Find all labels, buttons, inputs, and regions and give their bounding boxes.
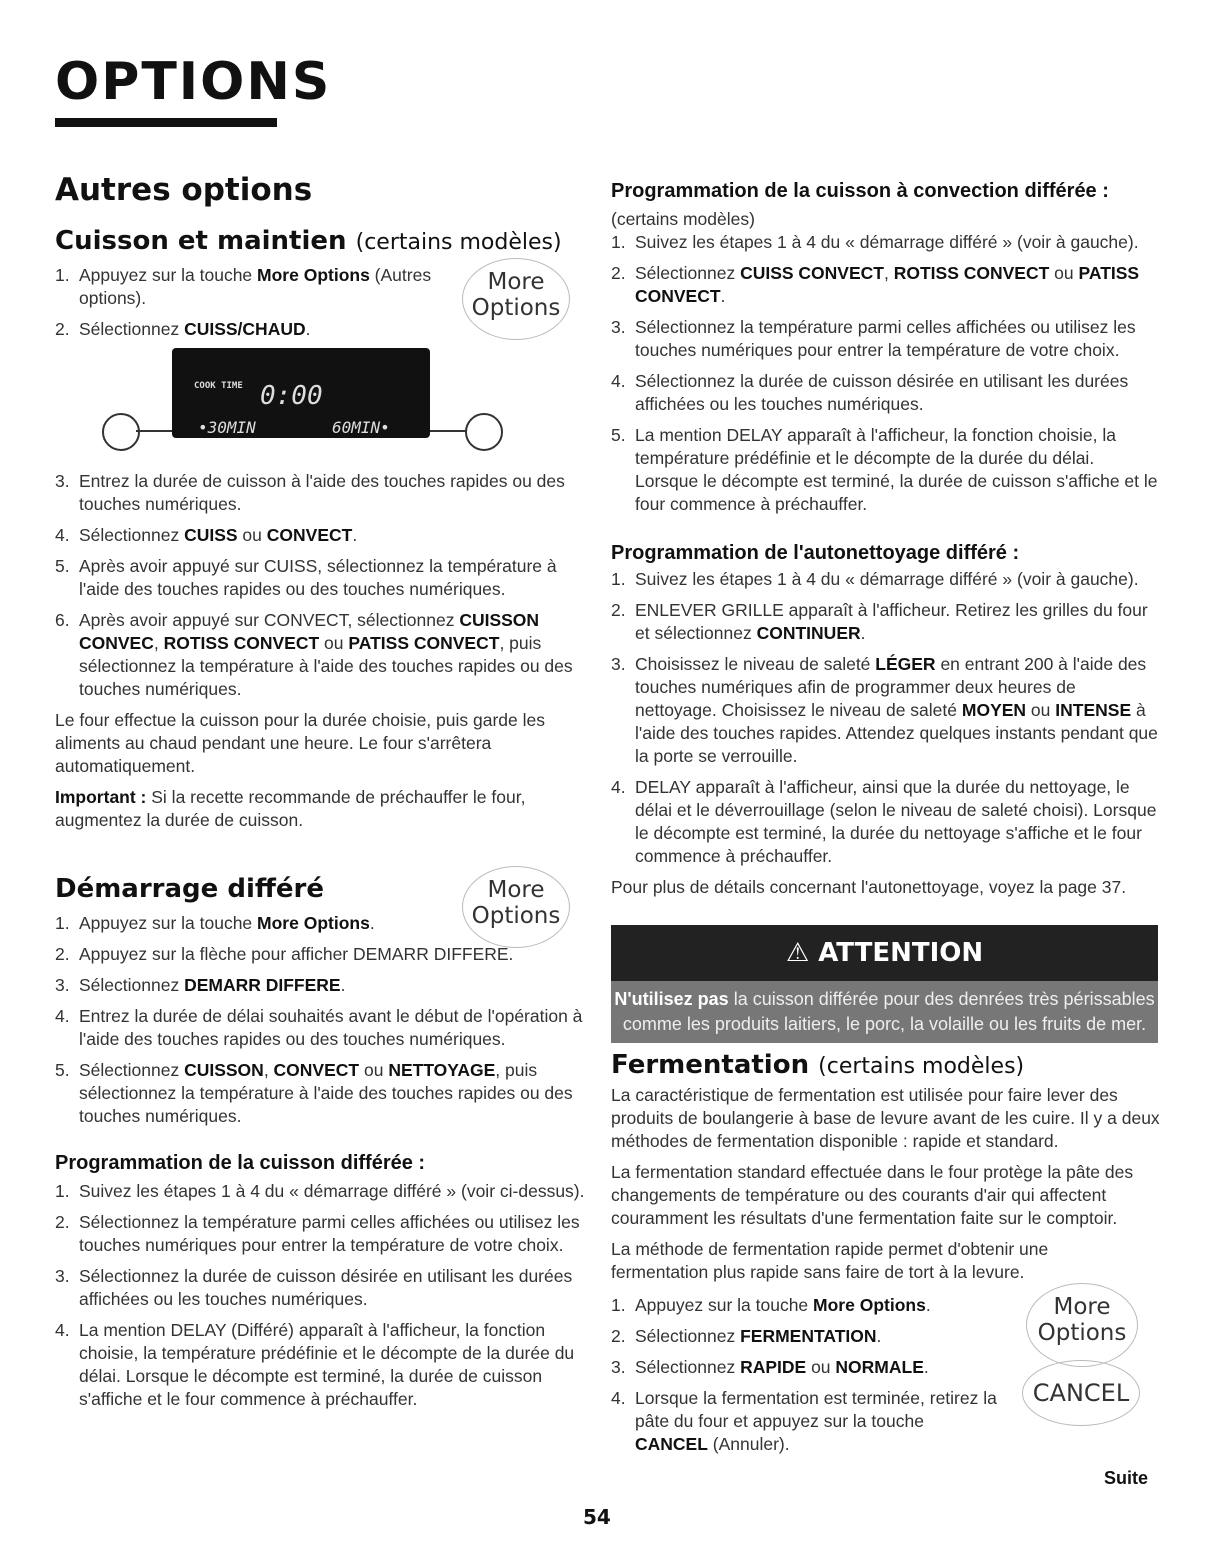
prog-autonettoyage-block (611, 568, 1161, 899)
page-number: 54 (583, 1505, 611, 1529)
display-option-right: 60MIN• (332, 418, 390, 437)
right-knob-icon (465, 413, 503, 451)
list-item: 2. Sélectionnez la température parmi celles affichées ou utilisez les touches numériques pour entrer la température de votre choix. (55, 1212, 580, 1255)
prog-cuisson-steps (55, 1180, 585, 1419)
important-note: Important : Si la recette recommande de préchauffer le four, augmentez la durée de cuisson. (55, 787, 526, 830)
connector-line (430, 430, 466, 432)
connector-line (136, 430, 176, 432)
step-number: 1. (55, 265, 70, 285)
page-section-title: OPTIONS (55, 52, 332, 112)
fermentation-steps (611, 1294, 1001, 1464)
list-item: 2. Sélectionnez CUISS CONVECT, ROTISS CONVECT ou PATISS CONVECT. (611, 263, 1140, 306)
list-item: 2. Sélectionnez CUISS/CHAUD. (55, 319, 311, 339)
display-option-left: •30MIN (198, 418, 256, 437)
list-item: 4. Lorsque la fermentation est terminée, retirez la pâte du four et appuyez sur la touche CANCEL (Annuler). (611, 1388, 997, 1454)
list-item: 3. Entrez la durée de cuisson à l'aide des touches rapides ou des touches numériques. (55, 471, 565, 514)
cuisson-maintien-paragraph: Le four effectue la cuisson pour la durée choisie, puis garde les aliments au chaud pendant une heure. Le four s'arrêtera automatiquement. (55, 710, 545, 776)
attention-banner (611, 925, 1158, 981)
list-item: 3. Sélectionnez la durée de cuisson désirée en utilisant les durées affichées ou les touches numériques. (55, 1266, 573, 1309)
fermentation-heading (611, 1050, 1024, 1080)
autres-options-heading: Autres options (55, 172, 313, 208)
more-options-button[interactable]: More Options (1026, 1283, 1138, 1367)
fermentation-para-1: La caractéristique de fermentation est utilisée pour faire lever des produits de boulangerie à base de levure avant de les cuire. Il y a deux méthodes de fermentation disponible : rapide et standard. (611, 1085, 1160, 1151)
fermentation-title: Fermentation (611, 1050, 810, 1080)
fermentation-subtitle: (certains modèles) (818, 1054, 1025, 1079)
list-item: 4. La mention DELAY (Différé) apparaît à l'afficheur, la fonction choisie, la température prédéfinie et le décompte de la durée du délai. Lorsque le décompte est terminé, la durée de cuisson s'affiche et le four commence à préchauffer. (55, 1320, 575, 1409)
cuisson-maintien-steps-3-6 (55, 470, 585, 832)
cuisson-maintien-steps-1-2 (55, 264, 445, 349)
title-underline (55, 118, 277, 127)
cuisson-maintien-heading (55, 226, 562, 256)
list-item: 4. DELAY apparaît à l'afficheur, ainsi que la durée du nettoyage, le délai et le déverrouillage (selon le niveau de saleté choisi). Lorsque le décompte est terminé, la durée du nettoyage s'affiche et le four commence à préchauffer. (611, 777, 1157, 866)
demarrage-steps (55, 912, 585, 1136)
cancel-button[interactable]: CANCEL (1022, 1360, 1140, 1426)
prog-convection-subtitle: (certains modèles) (611, 209, 755, 229)
list-item: 4. Sélectionnez CUISS ou CONVECT. (55, 525, 358, 545)
list-item: 4. Sélectionnez la durée de cuisson désirée en utilisant les durées affichées ou les touches numériques. (611, 371, 1129, 414)
list-item: 5. La mention DELAY apparaît à l'afficheur, la fonction choisie, la température prédéfinie et le décompte de la durée du délai. Lorsque le décompte est terminé, la durée de cuisson s'affiche et le four commence à préchauffer. (611, 425, 1158, 514)
fermentation-paragraphs (611, 1084, 1161, 1284)
list-item: 2. Appuyez sur la flèche pour afficher DEMARR DIFFERE. (55, 944, 514, 964)
attention-message: N'utilisez pas la cuisson différée pour des denrées très périssables comme les produits laitiers, le porc, la volaille ou les fruits de mer. (611, 981, 1158, 1043)
more-options-button[interactable]: More Options (462, 258, 570, 340)
list-item: 3. Sélectionnez la température parmi celles affichées ou utilisez les touches numériques pour entrer la température de votre choix. (611, 317, 1136, 360)
list-item: 1. Appuyez sur la touche More Options (Autres options). (55, 265, 432, 308)
display-digits: 0:00 (260, 381, 323, 411)
suite-label: Suite (1104, 1468, 1149, 1488)
prog-autonettoyage-heading: Programmation de l'autonettoyage différé : (611, 542, 1020, 564)
list-item: 1. Appuyez sur la touche More Options. (611, 1295, 931, 1315)
list-item: 1. Suivez les étapes 1 à 4 du « démarrage différé » (voir à gauche). (611, 569, 1139, 589)
list-item: 1. Suivez les étapes 1 à 4 du « démarrage différé » (voir ci-dessus). (55, 1181, 585, 1201)
fermentation-para-2: La fermentation standard effectuée dans le four protège la pâte des changements de température ou des courants d'air qui affectent couramment les résultats d'une fermentation faite sur le comptoir. (611, 1162, 1134, 1228)
list-item: 3. Sélectionnez DEMARR DIFFERE. (55, 975, 346, 995)
list-item: 5. Sélectionnez CUISSON, CONVECT ou NETTOYAGE, puis sélectionnez la température à l'aide des touches rapides ou des touches numériques. (55, 1060, 573, 1126)
left-knob-icon (102, 413, 140, 451)
list-item: 3. Choisissez le niveau de saleté LÉGER en entrant 200 à l'aide des touches numériques afin de programmer deux heures de nettoyage. Choisissez le niveau de saleté MOYEN ou INTENSE à l'aide des touches rapides. Attendez quelques instants pendant que la porte se verrouille. (611, 654, 1158, 766)
prog-cuisson-differee-heading: Programmation de la cuisson différée : (55, 1152, 426, 1174)
list-item: 2. ENLEVER GRILLE apparaît à l'afficheur. Retirez les grilles du four et sélectionnez CONTINUER. (611, 600, 1148, 643)
warning-icon: ⚠ (785, 938, 810, 968)
prog-convection-block (611, 208, 1161, 524)
attention-label: ATTENTION (818, 938, 984, 968)
more-options-button[interactable]: More Options (462, 866, 570, 948)
list-item: 1. Suivez les étapes 1 à 4 du « démarrage différé » (voir à gauche). (611, 232, 1139, 252)
step-number: 2. (55, 319, 70, 339)
prog-convection-differee-heading: Programmation de la cuisson à convection différée : (611, 180, 1109, 202)
autonettoyage-note: Pour plus de détails concernant l'autonettoyage, voyez la page 37. (611, 877, 1127, 897)
list-item: 3. Sélectionnez RAPIDE ou NORMALE. (611, 1357, 929, 1377)
fermentation-para-3: La méthode de fermentation rapide permet d'obtenir une fermentation plus rapide sans faire de tort à la levure. (611, 1239, 1049, 1282)
list-item: 1. Appuyez sur la touche More Options. (55, 913, 375, 933)
list-item: 6. Après avoir appuyé sur CONVECT, sélectionnez CUISSON CONVEC, ROTISS CONVECT ou PATISS CONVECT, puis sélectionnez la température à l'aide des touches rapides ou des touches numériques. (55, 610, 573, 699)
cuisson-maintien-subtitle: (certains modèles) (355, 230, 562, 255)
list-item: 4. Entrez la durée de délai souhaités avant le début de l'opération à l'aide des touches rapides ou des touches numériques. (55, 1006, 583, 1049)
list-item: 5. Après avoir appuyé sur CUISS, sélectionnez la température à l'aide des touches rapides ou des touches numériques. (55, 556, 557, 599)
list-item: 2. Sélectionnez FERMENTATION. (611, 1326, 882, 1346)
cook-time-label: COOK TIME (194, 381, 243, 391)
oven-display (172, 348, 430, 438)
demarrage-differe-heading: Démarrage différé (55, 874, 325, 904)
cuisson-maintien-title: Cuisson et maintien (55, 226, 347, 256)
